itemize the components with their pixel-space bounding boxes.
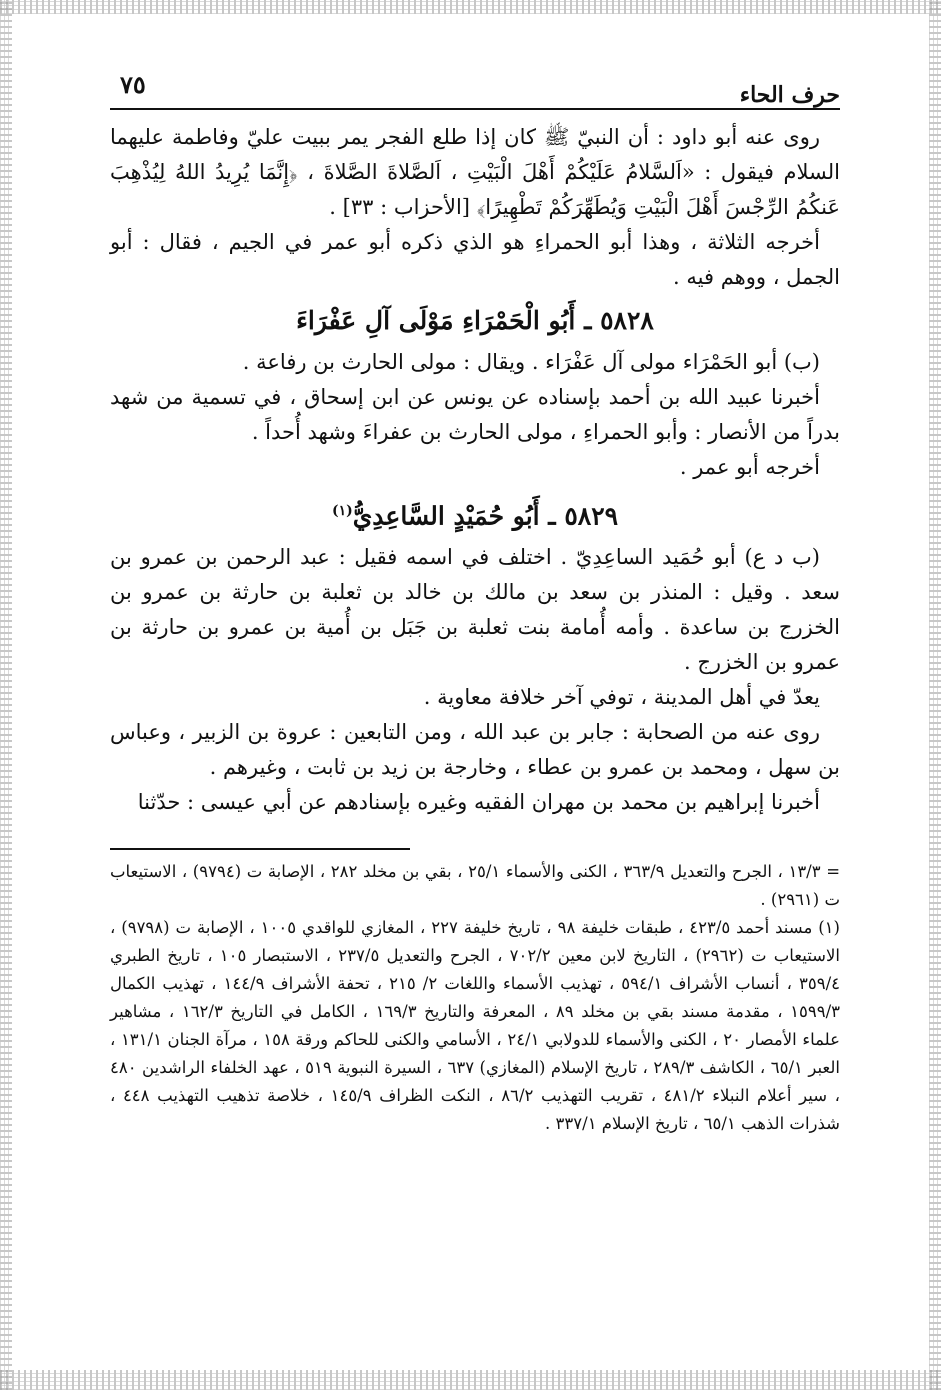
entry-heading (110, 301, 840, 341)
footnote-separator (110, 848, 410, 850)
paragraph: روى عنه من الصحابة : جابر بن عبد الله ، ومن التابعين : عروة بن الزبير ، وعباس بن سهل ، ومحمد بن عمرو بن عطاء ، وخارجة بن زيد بن ثابت ، وغيرهم . (110, 720, 840, 780)
paragraph: (ب د ع) أبو حُمَيد الساعِدِيّ . اختلف في اسمه فقيل : عبد الرحمن بن عمرو بن سعد . وقيل : المنذر بن سعد بن مالك بن خالد بن ثعلبة بن حارثة بن عمرو بن الخزرج بن ساعدة . وأمه أُمامة بنت ثعلبة بن جَبَل بن أُمية بن عمرو بن حارثة بن عمرو بن الخزرج . (110, 545, 840, 675)
page-border-bottom (0, 1370, 941, 1390)
page-border-left (0, 0, 12, 1390)
entry-heading-text: ٥٨٢٩ ـ أَبُو حُمَيْدٍ السَّاعِدِيُّ (352, 501, 619, 531)
paragraph: أخرجه الثلاثة ، وهذا أبو الحمراءِ هو الذي ذكره أبو عمر في الجيم ، فقال : أبو الجمل ، ووهم فيه . (110, 230, 840, 289)
paragraph: (ب) أبو الحَمْرَاء مولى آل عَفْرَاء . ويقال : مولى الحارث بن رفاعة . (242, 350, 820, 374)
entry-heading-text: ٥٨٢٨ ـ أَبُو الْحَمْرَاءِ مَوْلَى آلِ عَفْرَاءَ (296, 306, 654, 335)
paragraph: أخبرنا إبراهيم بن محمد بن مهران الفقيه وغيره بإسنادهم عن أبي عيسى : حدّثنا (137, 790, 820, 815)
paragraph: أخبرنا عبيد الله بن أحمد بإسناده عن يونس عن ابن إسحاق ، في تسمية من شهد بدراً من الأنصار : وأبو الحمراءِ ، مولى الحارث بن عفراءَ وشهد أُحداً . (110, 385, 840, 444)
entry-heading (110, 491, 840, 536)
paragraph: يعدّ في أهل المدينة ، توفي آخر خلافة معاوية . (423, 685, 820, 710)
footnote-marker: (١) (331, 503, 353, 519)
main-text (110, 120, 840, 820)
paragraph: أخرجه أبو عمر . (679, 455, 820, 479)
running-head (110, 62, 840, 110)
page-number: ٧٥ (120, 70, 146, 99)
footnotes (110, 858, 840, 1138)
paragraph: روى عنه أبو داود : أن النبيّ ﷺ كان إذا طلع الفجر يمر ببيت عليّ وفاطمة عليهما السلام فيقول : «اَلسَّلامُ عَلَيْكُمْ أَهْلَ الْبَيْتِ ، اَلصَّلاةَ الصَّلاةَ ، ﴿إِنَّمَا يُرِيدُ اللهُ لِيُذْهِبَ عَنكُمُ الرِّجْسَ أَهْلَ الْبَيْتِ وَيُطَهِّرَكُمْ تَطْهِيرًا﴾ [الأحزاب : ٣٣] . (110, 125, 840, 219)
book-page (110, 62, 840, 1138)
page-border-right (929, 0, 941, 1390)
footnote: (١) مسند أحمد ٤٢٣/٥ ، طبقات خليفة ٩٨ ، تاريخ خليفة ٢٢٧ ، المغازي للواقدي ١٠٠٥ ، الإصابة ت (٩٧٩٨) ، الاستيعاب ت (٢٩٦٢) ، التاريخ لابن معين ٧٠٢/٢ ، الجرح والتعديل ٢٣٧/٥ ، الاستبصار ١٠٥ ، تاريخ الطبري ٣٥٩/٤ ، أنساب الأشراف ٥٩٤/١ ، تهذيب الأسماء واللغات ٢/ ٢١٥ ، تحفة الأشراف ١٤٤/٩ ، تهذيب الكمال ١٥٩٩/٣ ، مقدمة مسند بقي بن مخلد ٨٩ ، المعرفة والتاريخ ١٦٩/٣ ، الكامل في التاريخ ١٦٢/٣ ، مشاهير علماء الأمصار ٢٠ ، الكنى والأسماء للدولابي ٢٤/١ ، الأسامي والكنى للحاكم ورقة ١٥٨ ، مرآة الجنان ١٣١/١ ، العبر ٦٥/١ ، الكاشف ٢٨٩/٣ ، تاريخ الإسلام (المغازي) ٦٣٧ ، السيرة النبوية ٥١٩ ، عهد الخلفاء الراشدين ٤٨٠ ، سير أعلام النبلاء ٤٨١/٢ ، تقريب التهذيب ٨٦/٢ ، النكت الظراف ١٤٥/٩ ، خلاصة تذهيب التهذيب ٤٤٨ ، شذرات الذهب ٦٥/١ ، تاريخ الإسلام ٣٣٧/١ . (110, 918, 840, 1134)
page-border-top (0, 0, 941, 14)
section-title: حرف الحاء (739, 82, 840, 108)
footnote: = ١٣/٣ ، الجرح والتعديل ٣٦٣/٩ ، الكنى والأسماء ٢٥/١ ، بقي بن مخلد ٢٨٢ ، الإصابة ت (٩٧٩٤) ، الاستيعاب ت (٢٩٦١) . (110, 862, 841, 910)
